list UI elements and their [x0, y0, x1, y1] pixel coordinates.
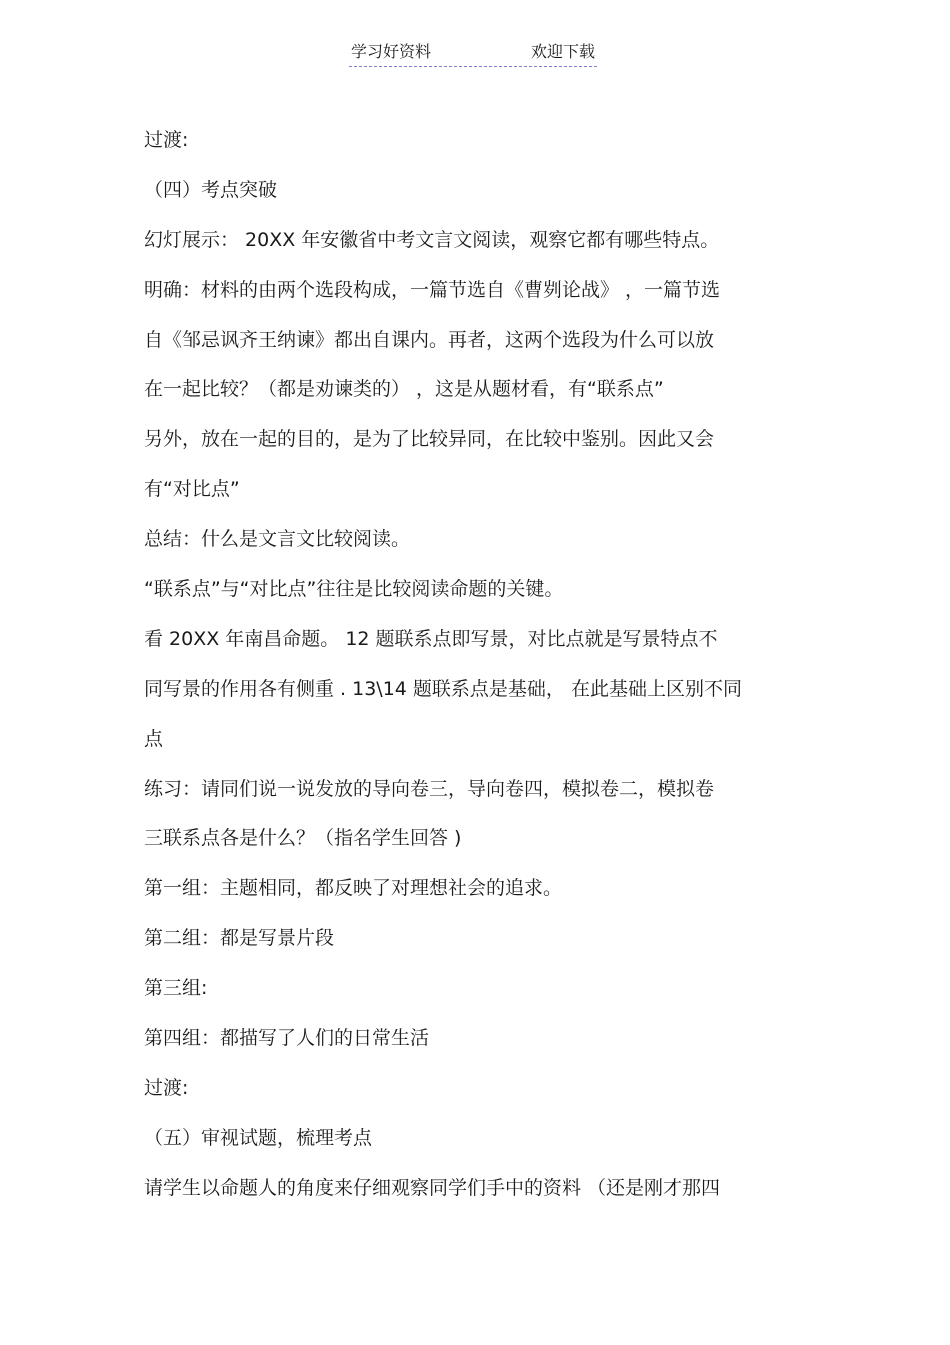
text-line: 请学生以命题人的角度来仔细观察同学们手中的资料 （还是刚才那四	[144, 1176, 721, 1199]
text-line: 第四组：都描写了人们的日常生活	[144, 1027, 430, 1050]
text-line: 练习：请同们说一说发放的导向卷三，导向卷四，模拟卷二，模拟卷	[144, 777, 715, 800]
section-heading: （四）考点突破	[144, 178, 278, 201]
text-line: 过渡:	[144, 1076, 189, 1099]
page-header	[349, 42, 597, 67]
text-line: 第二组：都是写景片段	[144, 927, 335, 950]
text-line: 另外，放在一起的目的，是为了比较异同，在比较中鉴别。因此又会	[144, 428, 715, 451]
text-line: 总结：什么是文言文比较阅读。	[144, 528, 411, 551]
text-line: 在一起比较？（都是劝谏类的） ，这是从题材看，有“联系点”	[144, 378, 664, 401]
text-line: 第三组:	[144, 977, 208, 1000]
text-line: “联系点”与“对比点”往往是比较阅读命题的关键。	[144, 578, 564, 601]
text-line: 同写景的作用各有侧重 . 13\14 题联系点是基础， 在此基础上区别不同	[144, 677, 742, 700]
text-line: 第一组：主题相同，都反映了对理想社会的追求。	[144, 877, 563, 900]
text-line: 点	[144, 727, 164, 750]
header-left-text: 学习好资料	[351, 42, 432, 61]
text-line: 有“对比点”	[144, 478, 240, 501]
header-right-text: 欢迎下载	[530, 42, 595, 61]
text-line: 幻灯展示： 20XX 年安徽省中考文言文阅读，观察它都有哪些特点。	[144, 228, 720, 251]
text-line: 三联系点各是什么？（指名学生回答 )	[144, 827, 462, 850]
section-heading: （五）审视试题，梳理考点	[144, 1126, 373, 1149]
text-line: 自《邹忌讽齐王纳谏》都出自课内。再者，这两个选段为什么可以放	[144, 328, 715, 351]
document-body	[144, 116, 814, 1214]
text-line: 过渡:	[144, 129, 189, 151]
text-line: 看 20XX 年南昌命题。 12 题联系点即写景，对比点就是写景特点不	[144, 627, 718, 650]
text-line: 明确：材料的由两个选段构成，一篇节选自《曹刿论战》 ，一篇节选	[144, 278, 721, 301]
